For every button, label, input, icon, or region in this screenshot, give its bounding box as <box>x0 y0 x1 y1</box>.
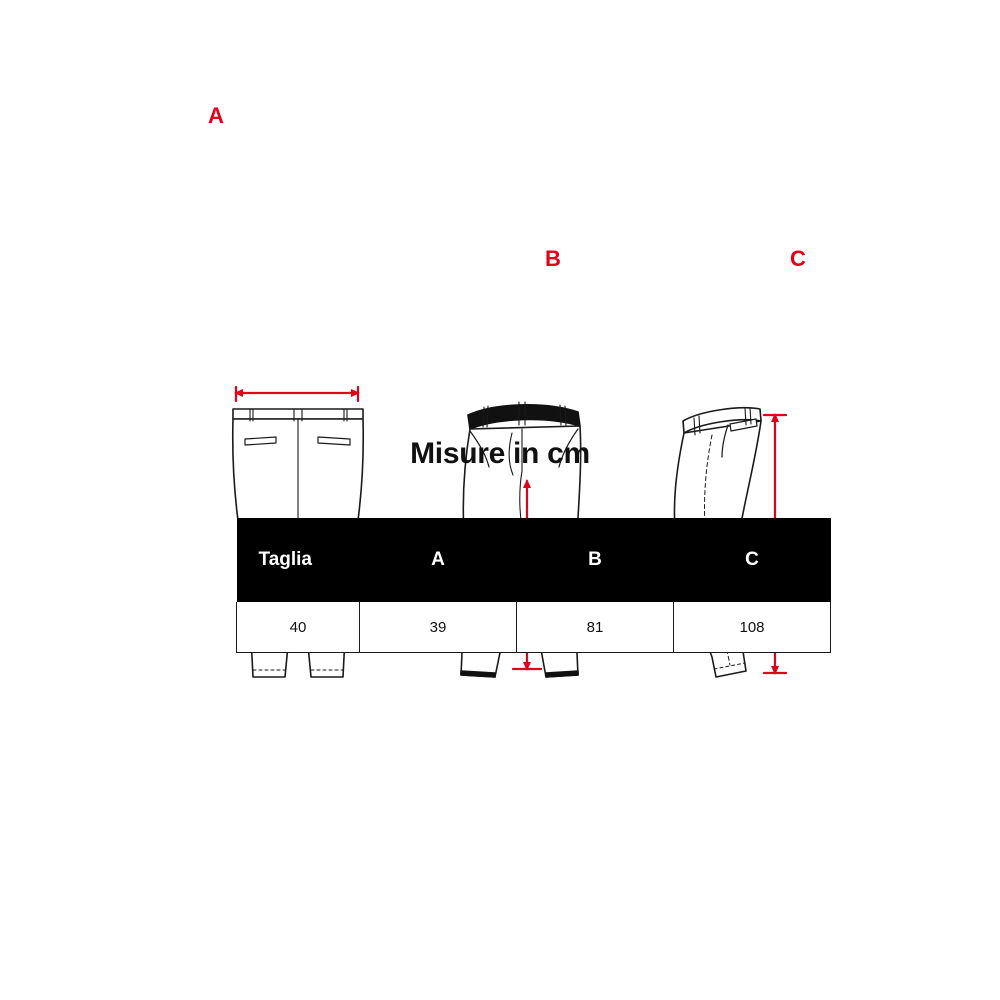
measure-label-c: C <box>790 246 807 271</box>
cell-b: 81 <box>517 602 674 653</box>
size-table-wrapper <box>236 518 801 653</box>
column-header-c: C <box>674 518 831 602</box>
measure-a-arrow <box>234 387 360 401</box>
size-table-head <box>237 518 831 602</box>
size-table-body <box>237 602 831 653</box>
cell-taglia: 40 <box>237 602 360 653</box>
table-header-row <box>237 518 831 602</box>
column-header-a: A <box>360 518 517 602</box>
measurement-diagram <box>0 0 1000 430</box>
chart-caption: Misure in cm <box>410 437 590 470</box>
cell-a: 39 <box>360 602 517 653</box>
measure-label-a: A <box>208 103 225 128</box>
cell-c: 108 <box>674 602 831 653</box>
measure-label-b: B <box>545 246 562 271</box>
column-header-b: B <box>517 518 674 602</box>
table-row <box>237 602 831 653</box>
size-table <box>236 518 831 653</box>
column-header-taglia: Taglia <box>237 518 360 602</box>
